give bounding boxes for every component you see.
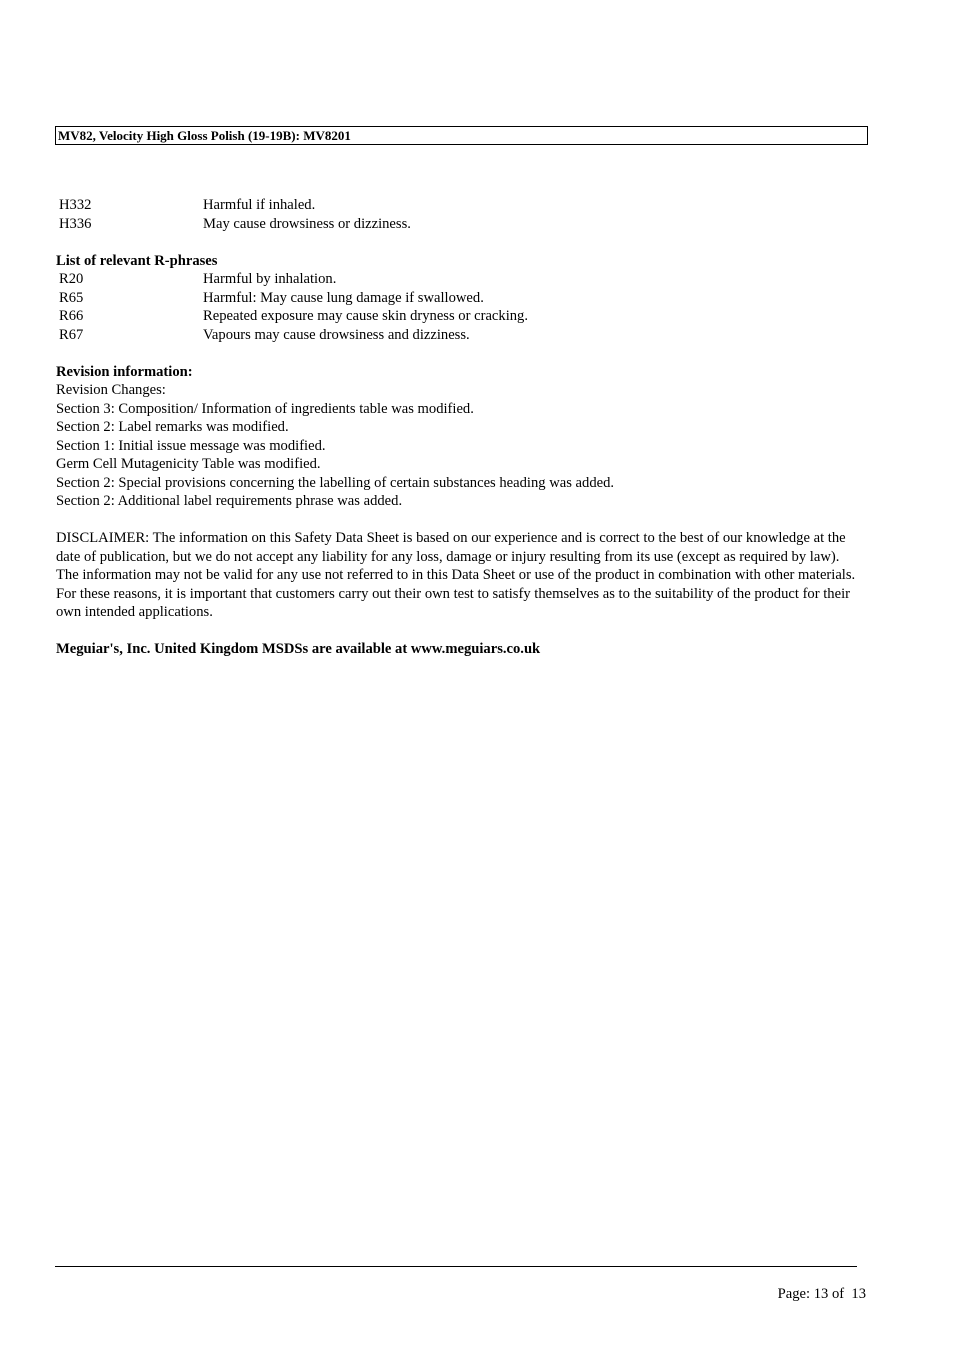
revision-line: Section 2: Special provisions concerning the labelling of certain substances heading was added. <box>56 474 615 491</box>
revision-list <box>56 381 856 511</box>
document-header <box>55 126 868 145</box>
r-phrase-row <box>56 307 856 326</box>
r-phrase-code: R66 <box>59 308 84 324</box>
r-phrase-text: Vapours may cause drowsiness and dizziness. <box>203 326 470 343</box>
revision-heading: Revision information: <box>56 363 193 380</box>
footer-divider <box>55 1266 857 1267</box>
r-phrase-row <box>56 326 856 345</box>
disclaimer-paragraph: DISCLAIMER: The information on this Safety Data Sheet is based on our experience and is correct to the best of our knowledge at the date of publication, but we do not accept any liability for any loss, damage or injury resulting from its use (except as required by law). The information may not be valid for any use not referred to in this Data Sheet or use of the product in combination with other materials. For these reasons, it is important that customers carry out their own test to satisfy themselves as to the suitability of the product for their own intended applications. <box>56 530 856 620</box>
availability-note: Meguiar's, Inc. United Kingdom MSDSs are available at www.meguiars.co.uk <box>56 641 541 657</box>
revision-line: Section 3: Composition/ Information of ingredients table was modified. <box>56 400 474 417</box>
revision-line: Section 2: Additional label requirements phrase was added. <box>56 493 403 509</box>
revision-line: Section 2: Label remarks was modified. <box>56 419 289 435</box>
header-title: MV82, Velocity High Gloss Polish (19-19B): MV8201 <box>58 128 351 143</box>
h-phrase-text: Harmful if inhaled. <box>203 197 316 213</box>
r-phrase-code: R67 <box>59 326 84 343</box>
h-phrase-row <box>56 196 856 215</box>
r-phrase-row <box>56 289 856 308</box>
r-phrases-heading: List of relevant R-phrases <box>56 252 218 269</box>
r-phrase-code: R65 <box>59 289 84 306</box>
r-phrase-code: R20 <box>59 271 84 287</box>
r-phrase-text: Harmful: May cause lung damage if swallowed. <box>203 289 484 306</box>
h-phrase-code: H336 <box>59 215 92 232</box>
document-body <box>56 196 856 659</box>
r-phrase-list <box>56 270 856 344</box>
h-phrase-row <box>56 215 856 234</box>
revision-line: Section 1: Initial issue message was modified. <box>56 437 326 454</box>
revision-line: Revision Changes: <box>56 382 166 398</box>
revision-line: Germ Cell Mutagenicity Table was modified. <box>56 456 321 472</box>
page-number: Page: 13 of 13 <box>777 1286 866 1302</box>
h-phrase-text: May cause drowsiness or dizziness. <box>203 215 411 232</box>
r-phrase-text: Repeated exposure may cause skin dryness or cracking. <box>203 308 529 324</box>
r-phrase-row <box>56 270 856 289</box>
h-phrase-list <box>56 196 856 233</box>
r-phrase-text: Harmful by inhalation. <box>203 271 337 287</box>
h-phrase-code: H332 <box>59 197 92 213</box>
